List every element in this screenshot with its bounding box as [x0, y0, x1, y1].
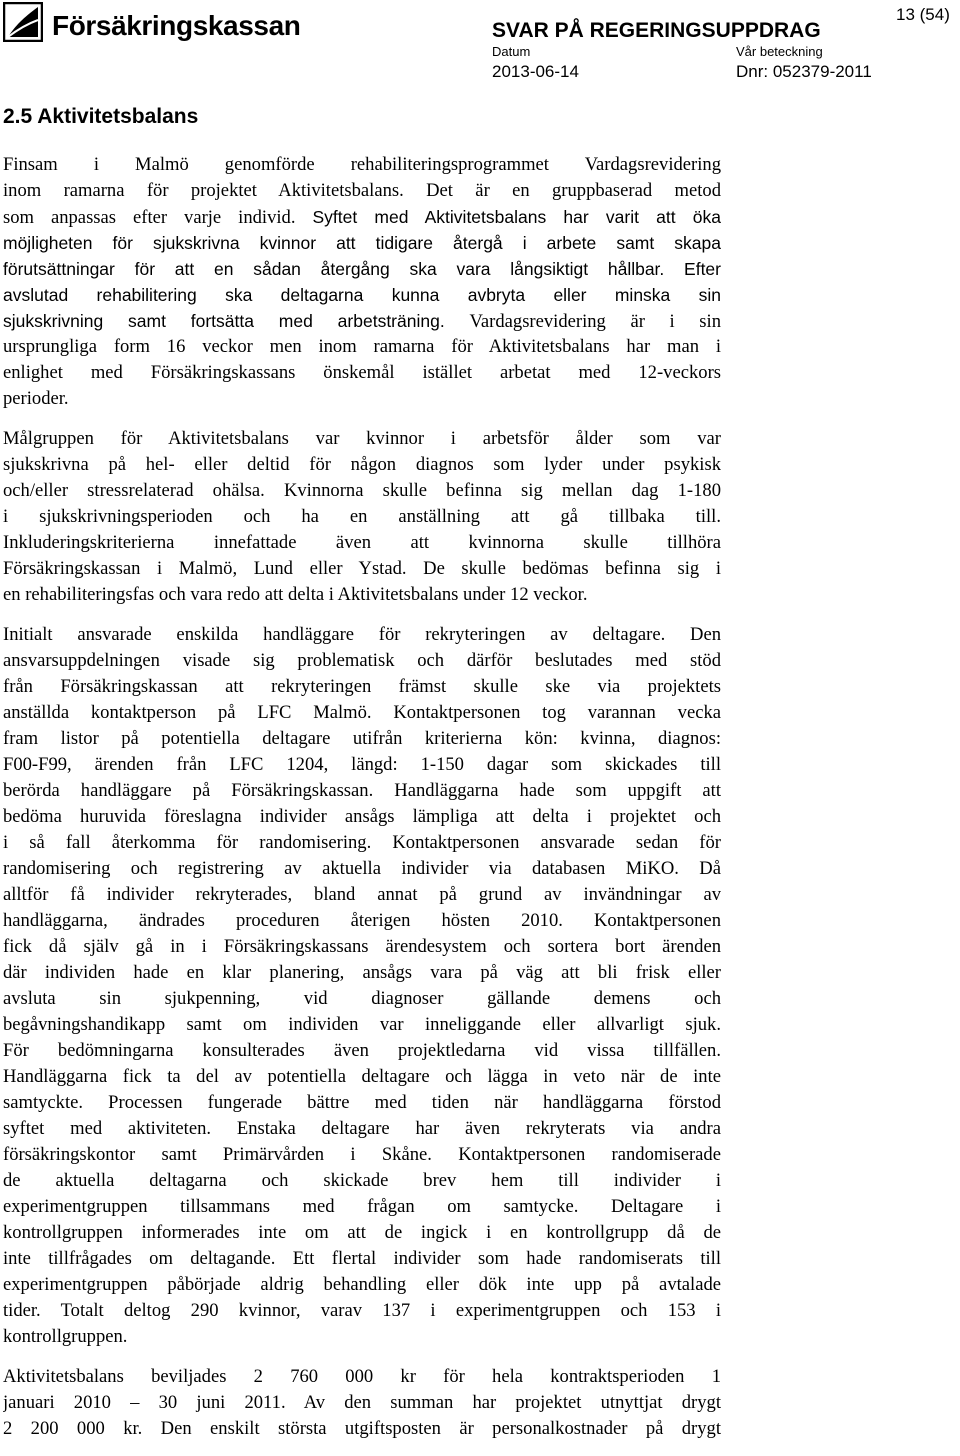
- text-line: januari 2010 – 30 juni 2011. Av den summan har projektet utnyttjat drygt: [3, 1392, 721, 1413]
- text-line: enlighet med Försäkringskassans önskemål istället arbetat med 12-veckors: [3, 362, 721, 383]
- date-value: 2013-06-14: [492, 62, 579, 81]
- text-line: kontrollgruppen.: [3, 1326, 128, 1347]
- text-line: inte tillfrågades om deltagande. Ett flertal individer som hade randomiserats till: [3, 1248, 721, 1269]
- text-line: fram listor på potentiella deltagare utifrån kriterierna kön: kvinna, diagnos:: [3, 728, 721, 749]
- text-line: bedöma huruvida föreslagna individer ansågs lämpliga att delta i projektet och: [3, 806, 721, 827]
- text-line: Initialt ansvarade enskilda handläggare för rekryteringen av deltagare. Den: [3, 624, 721, 645]
- text-line: Inkluderingskriterierna innefattade även att kvinnorna skulle tillhöra: [3, 532, 721, 553]
- text-line: i så fall återkomma för randomisering. Kontaktpersonen ansvarade sedan för: [3, 832, 721, 853]
- text-line: möjligheten för sjukskrivna kvinnor att tidigare återgå i arbete samt skapa: [3, 233, 721, 253]
- text-line: samtyckte. Processen fungerade bättre med tiden när handläggarna förstod: [3, 1092, 721, 1113]
- reference-value: Dnr: 052379-2011: [736, 62, 872, 81]
- text-line: randomisering och registrering av aktuella individer via databasen MiKO. Då: [3, 858, 721, 879]
- text-line: berörda handläggare på Försäkringskassan. Handläggarna hade som uppgift att: [3, 780, 721, 801]
- paragraph: [3, 152, 721, 412]
- text-line: fick då själv gå in i Försäkringskassans ärendesystem och sortera bort ärenden: [3, 936, 721, 957]
- text-line: från Försäkringskassan att rekryteringen främst skulle ske via projektets: [3, 676, 721, 697]
- text-line: tider. Totalt deltog 290 kvinnor, varav 137 i experimentgruppen och 153 i: [3, 1300, 721, 1321]
- text-line: inom ramarna för projektet Aktivitetsbalans. Det är en gruppbaserad metod: [3, 180, 721, 201]
- text-line: Målgruppen för Aktivitetsbalans var kvinnor i arbetsför ålder som var: [3, 428, 721, 449]
- text-line: Aktivitetsbalans beviljades 2 760 000 kr för hela kontraktsperioden 1: [3, 1366, 721, 1387]
- text-line: 2 200 000 kr. Den enskilt största utgiftsposten är personalkostnader på drygt: [3, 1418, 721, 1439]
- text-line: avsluta sin sjukpenning, vid diagnoser gällande demens och: [3, 988, 721, 1009]
- text-line: Försäkringskassan i Malmö, Lund eller Ystad. De skulle bedömas befinna sig i: [3, 558, 721, 579]
- page-header: [0, 0, 960, 90]
- text-line: anställda kontaktperson på LFC Malmö. Kontaktpersonen tog varannan vecka: [3, 702, 721, 723]
- paragraph: [3, 622, 721, 1350]
- text-line: begåvningshandikapp samt om individen var inneliggande eller allvarligt sjuk.: [3, 1014, 721, 1035]
- text-line: de aktuella deltagarna och skickade brev hem till individer i: [3, 1170, 721, 1191]
- page-number: 13 (54): [896, 5, 950, 24]
- forsakringskassan-logo-icon: [3, 2, 43, 42]
- text-line: handläggarna, ändrades proceduren återigen hösten 2010. Kontaktpersonen: [3, 910, 721, 931]
- text-line: perioder.: [3, 388, 69, 409]
- text-line: ursprungliga form 16 veckor men inom ramarna för Aktivitetsbalans har man i: [3, 336, 721, 357]
- text-line: avslutad rehabilitering ska deltagarna kunna avbryta eller minska sin: [3, 285, 721, 305]
- text-line: Finsam i Malmö genomförde rehabiliteringsprogrammet Vardagsrevidering: [3, 154, 721, 175]
- date-label: Datum: [492, 44, 531, 59]
- text-line: och/eller stressrelaterad ohälsa. Kvinnorna skulle befinna sig mellan dag 1-180: [3, 480, 721, 501]
- paragraph: [3, 426, 721, 608]
- text-line: experimentgruppen tillsammans med frågan om samtycke. Deltagare i: [3, 1196, 721, 1217]
- text-line: sjukskrivna på hel- eller deltid för någon diagnos som lyder under psykisk: [3, 454, 721, 475]
- reference-label: Vår beteckning: [736, 44, 823, 59]
- text-line: försäkringskontor samt Primärvården i Skåne. Kontaktpersonen randomiserade: [3, 1144, 721, 1165]
- text-line: i sjukskrivningsperioden och ha en anställning att gå tillbaka till.: [3, 506, 721, 527]
- section-heading: 2.5 Aktivitetsbalans: [3, 105, 199, 128]
- text-line: som anpassas efter varje individ. Syftet med Aktivitetsbalans har varit att öka: [3, 207, 721, 228]
- text-line: där individen hade en klar planering, ansågs vara på väg att bli frisk eller: [3, 962, 721, 983]
- paragraph: [3, 1364, 721, 1442]
- text-line: Handläggarna fick ta del av potentiella deltagare och lägga in veto när de inte: [3, 1066, 721, 1087]
- body-text: [3, 152, 721, 1456]
- text-line: sjukskrivning samt fortsätta med arbetsträning. Vardagsrevidering är i sin: [3, 311, 721, 332]
- text-line: alltför få individer rekryterades, bland annat på grund av invändningar av: [3, 884, 721, 905]
- text-line: experimentgruppen påbörjade aldrig behandling eller dök inte upp på avtalade: [3, 1274, 721, 1295]
- text-line: kontrollgruppen informerades inte om att de ingick i en kontrollgrupp då de: [3, 1222, 721, 1243]
- text-line: F00-F99, ärenden från LFC 1204, längd: 1-150 dagar som skickades till: [3, 754, 721, 775]
- text-line: syftet med aktiviteten. Enstaka deltagare har även rekryterats via andra: [3, 1118, 721, 1139]
- text-line: en rehabiliteringsfas och vara redo att delta i Aktivitetsbalans under 12 veckor.: [3, 584, 588, 605]
- text-line: För bedömningarna konsulterades även projektledarna vid vissa tillfällen.: [3, 1040, 721, 1061]
- text-line: förutsättningar för att en sådan återgång ska vara långsiktigt hållbar. Efter: [3, 259, 721, 279]
- document-type: SVAR PÅ REGERINGSUPPDRAG: [492, 19, 821, 42]
- text-line: ansvarsuppdelningen visade sig problematisk och därför beslutades med stöd: [3, 650, 721, 671]
- logo-text: Försäkringskassan: [52, 10, 301, 41]
